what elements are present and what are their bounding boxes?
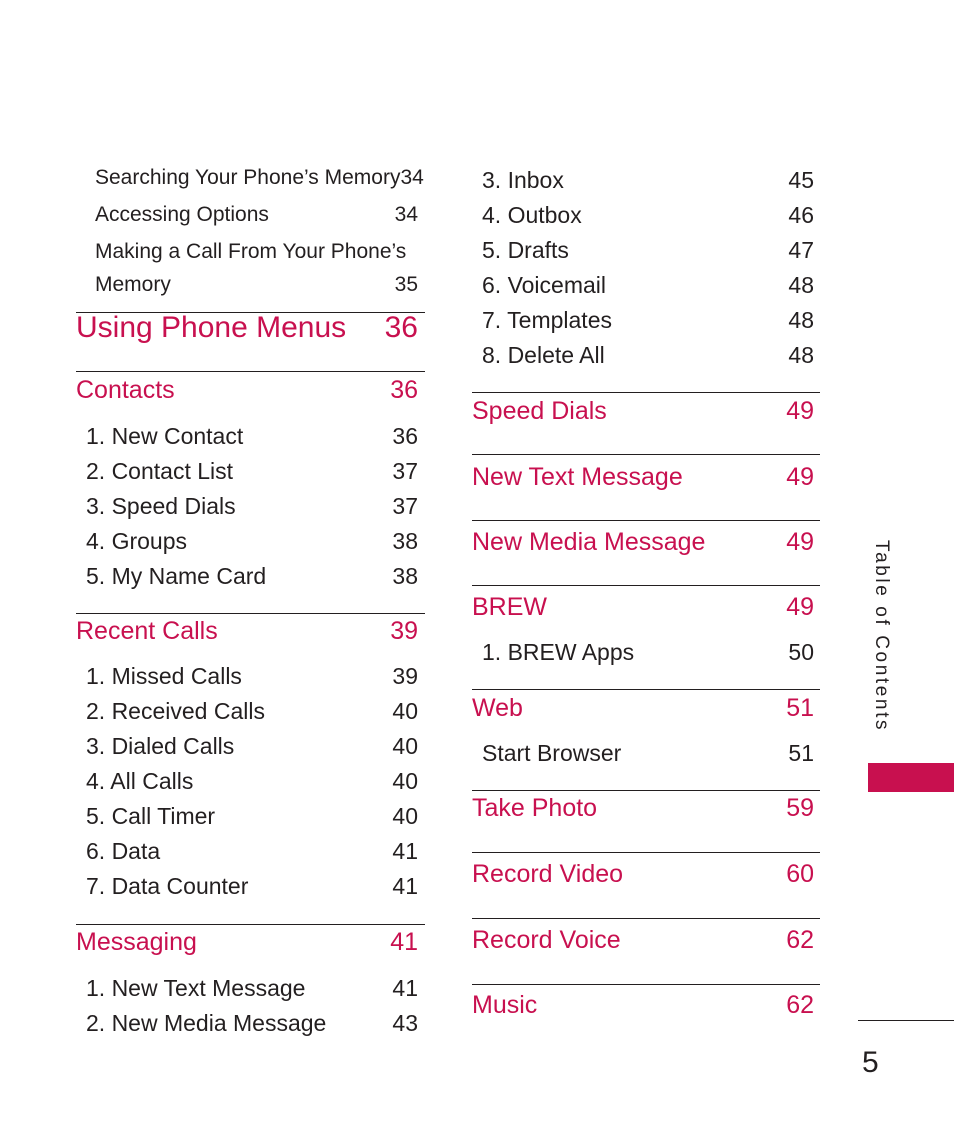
toc-section-label: Speed Dials [472,397,607,425]
toc-section-record-video[interactable] [472,860,814,889]
toc-entry-label: 1. Missed Calls [86,663,242,689]
toc-chapter-page: 36 [384,311,418,344]
toc-section-page: 49 [786,397,814,425]
toc-section-take-photo[interactable] [472,794,814,823]
toc-entry-label: 7. Templates [482,307,612,333]
toc-section-record-voice[interactable] [472,926,814,955]
toc-entry-page: 40 [392,768,418,794]
toc-section-page: 62 [786,926,814,954]
footer-divider [858,1020,954,1021]
toc-entry-page: 40 [392,733,418,759]
toc-entry-label: 4. Groups [86,528,187,554]
toc-entry[interactable] [86,975,418,1002]
toc-entry[interactable] [482,237,814,264]
toc-section-new-text-message[interactable] [472,463,814,492]
side-tab-marker [868,763,954,792]
toc-section-new-media-message[interactable] [472,528,814,557]
toc-entry-page: 38 [392,528,418,554]
toc-entry-label: 5. Drafts [482,237,569,263]
section-divider [472,520,820,521]
toc-entry-label: 5. Call Timer [86,803,216,829]
toc-section-page: 49 [786,593,814,621]
toc-entry-page: 45 [788,167,814,193]
toc-entry-page: 41 [392,838,418,864]
toc-entry-label: Searching Your Phone’s Memory [95,166,401,189]
toc-entry-page: 35 [394,273,418,296]
toc-entry-label: Accessing Options [95,203,269,226]
toc-entry[interactable] [482,167,814,194]
toc-entry-label: 2. Contact List [86,458,234,484]
toc-entry-page: 40 [392,698,418,724]
toc-entry-label: 6. Data [86,838,161,864]
toc-entry[interactable] [95,166,424,190]
toc-entry-page: 37 [392,493,418,519]
toc-section-brew[interactable] [472,593,814,622]
toc-section-web[interactable] [472,694,814,723]
toc-chapter-label: Using Phone Menus [76,311,347,344]
toc-entry[interactable] [86,873,418,900]
toc-entry[interactable] [482,307,814,334]
toc-entry-page: 41 [392,975,418,1001]
toc-chapter-using-phone-menus[interactable] [76,311,418,345]
toc-entry-page: 48 [788,342,814,368]
section-divider [472,689,820,690]
toc-entry-label: 2. New Media Message [86,1010,327,1036]
toc-section-page: 62 [786,991,814,1019]
toc-section-messaging[interactable] [76,928,418,957]
toc-entry-label: 7. Data Counter [86,873,249,899]
toc-entry[interactable] [86,563,418,590]
toc-entry-page: 43 [392,1010,418,1036]
toc-entry[interactable] [482,639,814,666]
section-divider [76,613,425,614]
section-divider [76,371,425,372]
toc-entry-label: 5. My Name Card [86,563,267,589]
toc-entry[interactable] [86,768,418,795]
toc-section-label: BREW [472,593,547,621]
toc-entry-label: 4. All Calls [86,768,194,794]
toc-entry-label: 1. New Contact [86,423,244,449]
toc-section-label: Music [472,991,538,1019]
toc-entry-page: 48 [788,272,814,298]
toc-entry-label: 2. Received Calls [86,698,265,724]
toc-section-page: 36 [390,376,418,404]
toc-section-page: 59 [786,794,814,822]
section-divider [472,454,820,455]
toc-section-label: New Text Message [472,463,683,491]
toc-entry-page: 39 [392,663,418,689]
toc-section-speed-dials[interactable] [472,397,814,426]
toc-section-label: Record Video [472,860,624,888]
toc-entry[interactable] [95,203,418,227]
toc-entry[interactable] [86,733,418,760]
toc-entry[interactable] [86,528,418,555]
toc-entry-label: 4. Outbox [482,202,582,228]
toc-section-contacts[interactable] [76,376,418,405]
toc-entry[interactable] [86,423,418,450]
toc-entry-label: 6. Voicemail [482,272,607,298]
toc-entry-label: 8. Delete All [482,342,605,368]
toc-entry-page: 51 [788,740,814,766]
section-divider [472,392,820,393]
toc-entry-label: 3. Dialed Calls [86,733,235,759]
toc-entry[interactable] [86,838,418,865]
toc-entry-label: 3. Speed Dials [86,493,236,519]
toc-entry[interactable] [482,740,814,767]
toc-entry[interactable] [86,493,418,520]
toc-section-page: 51 [786,694,814,722]
toc-section-page: 49 [786,528,814,556]
toc-entry-label: Making a Call From Your Phone’s [95,240,407,263]
toc-entry[interactable] [95,240,418,264]
toc-entry-page: 38 [392,563,418,589]
toc-entry[interactable] [86,1010,418,1037]
toc-entry[interactable] [95,273,418,297]
toc-entry[interactable] [482,342,814,369]
toc-entry[interactable] [482,272,814,299]
toc-entry-page: 47 [788,237,814,263]
toc-entry-page: 34 [400,166,424,189]
toc-section-page: 60 [786,860,814,888]
toc-section-page: 41 [390,928,418,956]
toc-section-label: Take Photo [472,794,598,822]
side-tab-label: Table of Contents [871,540,892,733]
toc-section-label: Contacts [76,376,175,404]
toc-entry-label: 1. New Text Message [86,975,306,1001]
section-divider [76,924,425,925]
toc-section-page: 39 [390,617,418,645]
toc-entry-page: 36 [392,423,418,449]
toc-entry-page: 41 [392,873,418,899]
toc-section-label: Record Voice [472,926,621,954]
toc-entry-page: 34 [394,203,418,226]
toc-entry-label: Memory [95,273,171,296]
toc-entry-label: 3. Inbox [482,167,564,193]
toc-section-label: Recent Calls [76,617,218,645]
toc-entry-page: 40 [392,803,418,829]
toc-section-label: Web [472,694,523,722]
section-divider [472,918,820,919]
toc-entry-page: 50 [788,639,814,665]
toc-entry-page: 48 [788,307,814,333]
toc-section-recent-calls[interactable] [76,617,418,646]
toc-section-label: Messaging [76,928,197,956]
section-divider [472,790,820,791]
toc-entry-page: 46 [788,202,814,228]
toc-entry[interactable] [86,458,418,485]
toc-entry[interactable] [86,803,418,830]
section-divider [472,852,820,853]
toc-section-label: New Media Message [472,528,706,556]
toc-section-page: 49 [786,463,814,491]
section-divider [472,984,820,985]
toc-entry[interactable] [86,663,418,690]
toc-entry-page: 37 [392,458,418,484]
toc-entry-label: Start Browser [482,740,622,766]
page-number: 5 [862,1046,879,1079]
section-divider [472,585,820,586]
toc-section-music[interactable] [472,991,814,1020]
toc-entry-label: 1. BREW Apps [482,639,635,665]
toc-entry[interactable] [482,202,814,229]
toc-entry[interactable] [86,698,418,725]
